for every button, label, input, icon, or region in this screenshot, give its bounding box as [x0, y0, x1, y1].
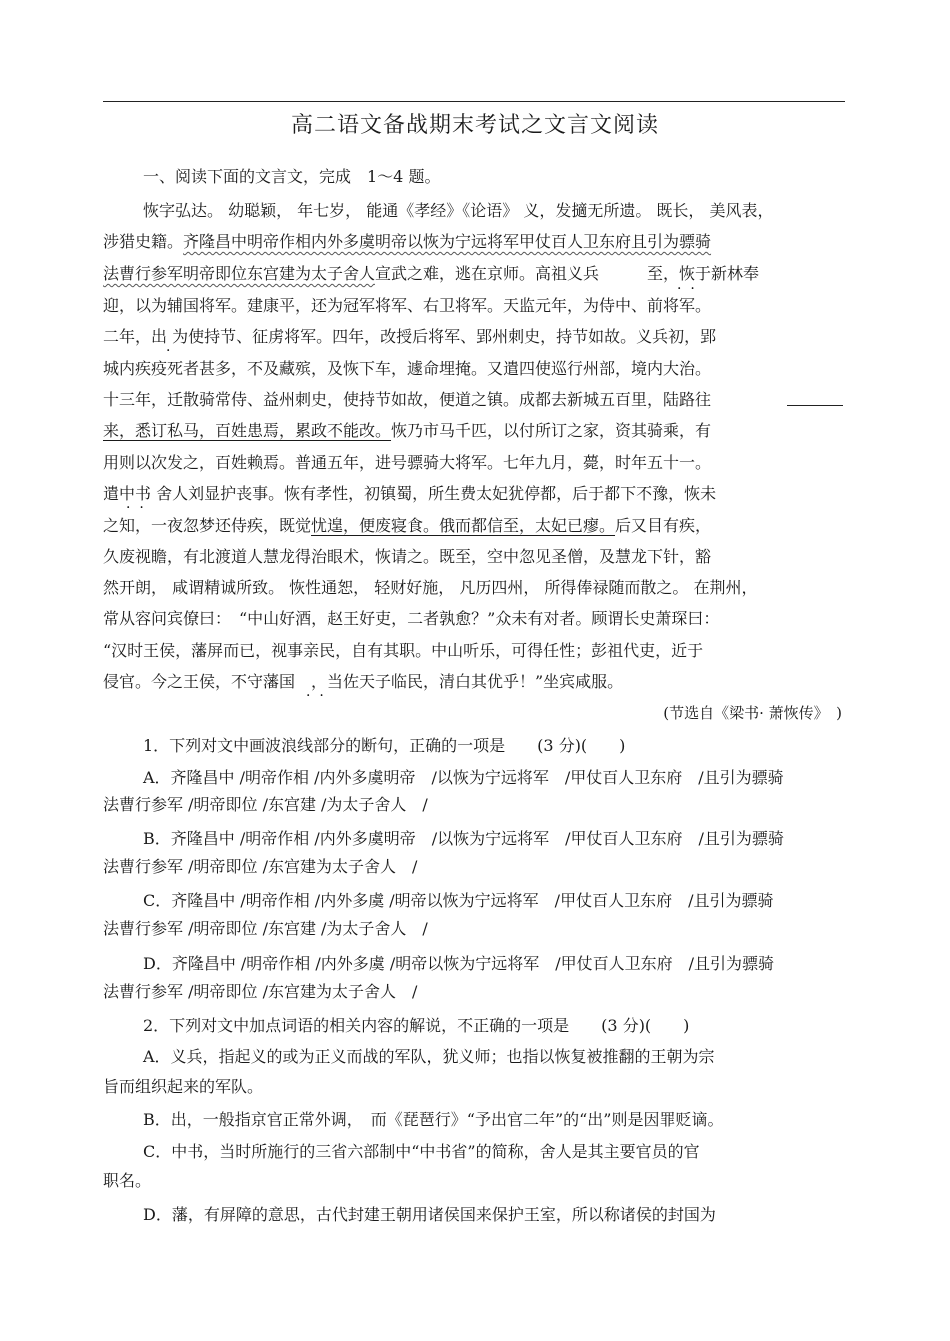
question-2-option-d: D．藩，有屏障的意思，古代封建王朝用诸侯国来保护王室，所以称诸侯的封国为	[143, 1205, 716, 1224]
passage-line: “汉时王侯，藩屏而已，视事亲民，自有其职。中山听乐，可得任性；彭祖代吏，近于	[103, 641, 704, 660]
wavy-underlined-text: 齐隆昌中明帝作相内外多虞明帝以恢为宁远将军甲仗百人卫东府且引为骠骑	[183, 232, 712, 251]
emphasis-dot-icon: ·	[166, 343, 171, 359]
emphasis-dot-icon: · ·	[306, 688, 324, 704]
passage-text: 恢乃市马千匹，以付所订之家，资其骑乘，有	[391, 421, 712, 440]
underlined-text: 忧遑，便废寝食。俄而都信至，太妃已瘳。	[311, 516, 616, 535]
question-1-option-a-cont: 法曹行参军 /明帝即位 /东宫建 /为太子舍人 /	[103, 795, 428, 814]
emphasis-dot-icon: · ·	[677, 281, 695, 297]
passage-source: (节选自《梁书· 萧恢传》 )	[663, 704, 842, 722]
question-1-option-b-cont: 法曹行参军 /明帝即位 /东宫建为太子舍人 /	[103, 857, 418, 876]
question-2-option-a-cont: 旨而组织起来的军队。	[103, 1077, 264, 1096]
passage-line: 用则以次发之，百姓赖焉。普通五年，进号骠骑大将军。七年九月，薨，时年五十一。	[103, 453, 712, 472]
question-1-stem: 1．下列对文中画波浪线部分的断句，正确的一项是 (3 分)( )	[143, 736, 626, 755]
emphasis-dot-icon: · ·	[126, 500, 144, 516]
question-2-stem: 2．下列对文中加点词语的相关内容的解说，不正确的一项是 (3 分)( )	[143, 1016, 690, 1035]
question-1-option-d: D．齐隆昌中 /明帝作相 /内外多虞 /明帝以恢为宁远将军 /甲仗百人卫东府 /且引为骠骑	[143, 954, 775, 973]
passage-text: 涉猎史籍。	[103, 232, 184, 251]
question-1-option-c: C．齐隆昌中 /明帝作相 /内外多虞 /明帝以恢为宁远将军 /甲仗百人卫东府 /且引为骠骑	[143, 891, 774, 910]
question-1-option-b: B．齐隆昌中 /明帝作相 /内外多虞明帝 /以恢为宁远将军 /甲仗百人卫东府 /且引为骠骑	[143, 829, 784, 848]
header-rule	[103, 101, 845, 102]
passage-line: 恢字弘达。 幼聪颖， 年七岁， 能通《孝经》《论语》 义，发擿无所遗。 既长， 美风表，	[143, 201, 774, 220]
underlined-text: 来，悉订私马，百姓患焉，累政不能改。	[103, 421, 392, 440]
passage-line: 久废视瞻，有北渡道人慧龙得治眼术，恢请之。既至，空中忽见圣僧，及慧龙下针，豁	[103, 547, 712, 566]
passage-text: 后又目有疾，	[615, 516, 712, 535]
answer-blank	[787, 405, 843, 406]
passage-line: 迎，以为辅国将军。建康平，还为冠军将军、右卫将军。天监元年，为侍中、前将军。	[103, 296, 712, 315]
question-2-option-c-cont: 职名。	[103, 1171, 152, 1190]
question-1-option-a: A．齐隆昌中 /明帝作相 /内外多虞明帝 /以恢为宁远将军 /甲仗百人卫东府 /且引为骠骑	[143, 768, 784, 787]
passage-line	[103, 516, 711, 536]
passage-line: 二年，出 为使持节、征虏将军。四年，改授后将军、郢州刺史，持节如故。义兵初，郢	[103, 327, 717, 346]
section-intro: 一、阅读下面的文言文，完成 1～4 题。	[143, 167, 441, 186]
wavy-underlined-text: 法曹行参军明帝即位东宫建为太子舍人	[103, 264, 376, 283]
passage-line	[103, 232, 711, 252]
question-2-option-a: A．义兵，指起义的或为正义而战的军队，犹义师；也指以恢复被推翻的王朝为宗	[143, 1047, 715, 1066]
passage-line	[103, 264, 759, 284]
passage-line: 然开朗， 咸谓精诚所致。 恢性通恕， 轻财好施， 凡历四州， 所得俸禄随而散之。 在荆州，	[103, 578, 758, 597]
passage-text: 宣武之难，逃在京师。高祖义兵 至，恢于新林奉	[375, 264, 760, 283]
passage-line	[103, 421, 711, 441]
question-2-option-c: C．中书，当时所施行的三省六部制中“中书省”的简称，舍人是其主要官员的官	[143, 1142, 700, 1161]
passage-line: 遣中书 舍人刘显护丧事。恢有孝性，初镇蜀，所生费太妃犹停都，后于都下不豫，恢未	[103, 484, 717, 503]
passage-line: 常从容问宾僚曰： “中山好酒，赵王好吏，二者孰愈？”众未有对者。顾谓长史萧琛曰：	[103, 609, 720, 628]
question-1-option-c-cont: 法曹行参军 /明帝即位 /东宫建 /为太子舍人 /	[103, 919, 428, 938]
passage-text: 之知，一夜忽梦还侍疾，既觉	[103, 516, 312, 535]
question-1-option-d-cont: 法曹行参军 /明帝即位 /东宫建为太子舍人 /	[103, 982, 418, 1001]
passage-line: 十三年，迁散骑常侍、益州刺史，使持节如故，便道之镇。成都去新城五百里，陆路往	[103, 390, 712, 409]
passage-line: 城内疾疫死者甚多，不及藏殡，及恢下车，遽命埋掩。又遣四使巡行州部，境内大治。	[103, 359, 712, 378]
page-title: 高二语文备战期末考试之文言文阅读	[290, 113, 659, 138]
question-2-option-b: B．出，一般指京官正常外调， 而《琵琶行》“予出官二年”的“出”则是因罪贬谪。	[143, 1110, 724, 1129]
passage-line: 侵官。今之王侯，不守藩国 ，当佐天子临民，清白其优乎！”坐宾咸服。	[103, 672, 624, 691]
